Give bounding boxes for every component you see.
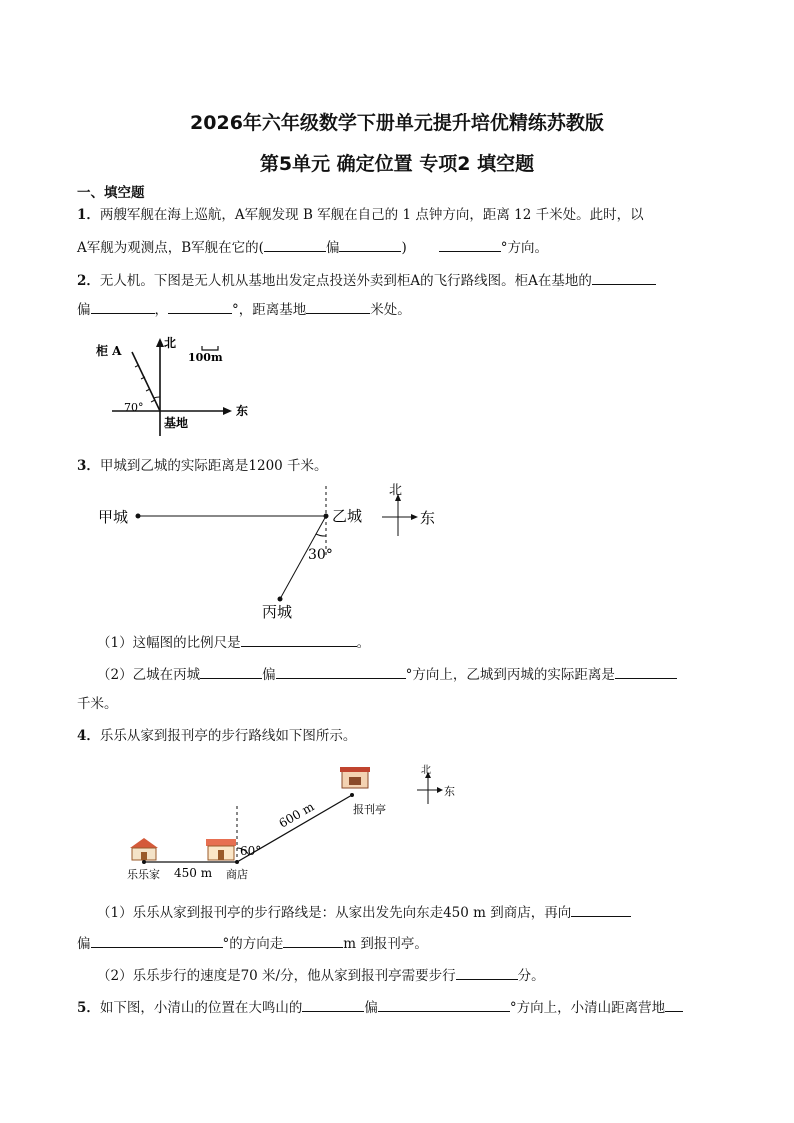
q1-text1: 两艘军舰在海上巡航，A军舰发现 B 军舰在自己的 1 点钟方向，距离 12 千米处。此时，以 — [99, 207, 644, 223]
q4-part1-cont — [77, 933, 428, 954]
q5-blank-1[interactable] — [302, 997, 364, 1012]
q3-part2-text-b: 偏 — [262, 667, 276, 683]
q4-home-point — [142, 860, 146, 864]
q3-blank-1[interactable] — [241, 632, 357, 647]
q2-cabinet-label: 柜 A — [96, 344, 122, 358]
q3-jia-label: 甲城 — [98, 508, 129, 526]
page-subtitle: 第5单元 确定位置 专项2 填空题 — [259, 153, 535, 175]
q5-number: 5． — [77, 1000, 100, 1016]
shop-icon — [206, 839, 236, 860]
q2-line1 — [77, 270, 656, 291]
q5-text-c: °方向上，小清山距离营地 — [509, 1000, 666, 1016]
q4-line1 — [77, 726, 356, 746]
q4-shop-label: 商店 — [226, 868, 248, 881]
q2-text2a: 偏 — [77, 302, 91, 318]
q2-angle-label: 70° — [124, 401, 144, 414]
q4-kiosk-point — [350, 793, 354, 797]
q4-number: 4． — [77, 728, 100, 744]
q2-blank-4[interactable] — [306, 299, 370, 314]
q5-blank-3[interactable] — [665, 997, 683, 1012]
q1-line2 — [77, 237, 548, 258]
q3-bing-point — [278, 597, 283, 602]
q3-part1 — [97, 632, 370, 653]
section-heading: 一、填空题 — [77, 185, 145, 201]
q4-part1 — [97, 902, 631, 923]
q4-part1-text-a: （1）乐乐从家到报刊亭的步行路线是：从家出发先向东走450 m 到商店，再向 — [97, 905, 572, 921]
q1-blank-3[interactable] — [439, 237, 501, 252]
q4-part1-text-b: 偏 — [77, 936, 91, 952]
q2-blank-3[interactable] — [168, 299, 232, 314]
q1-blank-2[interactable] — [339, 237, 401, 252]
q4-compass-east-arrow — [437, 787, 443, 793]
q3-yi-label: 乙城 — [332, 507, 363, 525]
q3-angle-label: 30° — [308, 547, 333, 563]
q4-dist2-label: 600 m — [276, 799, 317, 831]
q4-blank-1[interactable] — [571, 902, 631, 917]
q2-blank-1[interactable] — [592, 270, 656, 285]
q2-east-arrow — [223, 407, 232, 415]
q5-text-a: 如下图，小清山的位置在大鸣山的 — [99, 1000, 303, 1016]
q3-part2 — [97, 664, 677, 685]
q2-scale-label: 100m — [188, 351, 223, 364]
q3-bing-label: 丙城 — [262, 603, 293, 621]
q3-part1-text-a: （1）这幅图的比例尺是 — [97, 635, 241, 651]
q3-figure — [90, 478, 450, 623]
q1-line1 — [77, 205, 644, 225]
q5-blank-2[interactable] — [378, 997, 510, 1012]
home-icon — [130, 838, 158, 860]
page-title: 2026年六年级数学下册单元提升培优精练苏教版 — [190, 112, 604, 134]
q2-angle-arc — [154, 397, 160, 398]
q2-blank-2[interactable] — [91, 299, 155, 314]
q1-text2a: A军舰为观测点，B军舰在它的( — [77, 240, 264, 256]
q2-figure — [90, 334, 250, 440]
q4-blank-4[interactable] — [456, 965, 518, 980]
q4-part2 — [97, 965, 545, 986]
q4-kiosk-label: 报刊亭 — [353, 803, 386, 816]
q4-part1-text-c: °的方向走 — [222, 936, 284, 952]
q3-line1 — [77, 456, 328, 476]
q3-angle-arc — [316, 534, 326, 536]
q4-part2-text-b: 分。 — [517, 968, 545, 984]
q3-part1-text-b: 。 — [356, 635, 371, 651]
q2-text1: 无人机。下图是无人机从基地出发定点投送外卖到柜A的飞行路线图。柜A在基地的 — [99, 273, 592, 289]
q2-text2c: °，距离基地 — [232, 302, 307, 318]
q1-number: 1． — [77, 207, 100, 223]
q4-compass-north-label: 北 — [421, 765, 431, 776]
q4-home-label: 乐乐家 — [127, 868, 160, 881]
q2-text2b: ， — [154, 302, 168, 318]
q3-number: 3． — [77, 458, 100, 474]
q3-part2-text-a: （2）乙城在丙城 — [97, 667, 201, 683]
q4-angle-label: 60° — [240, 844, 262, 858]
q3-part2-text-c: °方向上，乙城到丙城的实际距离是 — [405, 667, 615, 683]
q5-line1 — [77, 997, 683, 1018]
kiosk-icon — [340, 767, 370, 788]
q2-scale-bar — [202, 346, 218, 350]
q4-blank-3[interactable] — [283, 933, 343, 948]
q5-text-b: 偏 — [364, 1000, 378, 1016]
q4-dist1-label: 450 m — [174, 866, 213, 880]
q2-base-label: 基地 — [164, 416, 189, 430]
q3-blank-4[interactable] — [615, 664, 677, 679]
q3-jia-point — [136, 514, 141, 519]
q3-intro: 甲城到乙城的实际距离是1200 千米。 — [99, 458, 328, 474]
q1-text2c: ) — [401, 240, 407, 256]
q4-figure — [120, 758, 480, 888]
q2-line2 — [77, 299, 411, 320]
q4-intro: 乐乐从家到报刊亭的步行路线如下图所示。 — [99, 728, 357, 744]
q3-blank-2[interactable] — [200, 664, 262, 679]
q3-compass-east-arrow — [411, 514, 418, 520]
q3-compass-north-label: 北 — [389, 483, 403, 498]
q2-number: 2． — [77, 273, 100, 289]
q2-north-label: 北 — [164, 336, 177, 350]
q2-text2d: 米处。 — [370, 302, 411, 318]
q4-blank-2[interactable] — [91, 933, 223, 948]
q4-part1-text-d: m 到报刊亭。 — [343, 936, 428, 952]
q4-part2-text-a: （2）乐乐步行的速度是70 米/分，他从家到报刊亭需要步行 — [97, 968, 456, 984]
q2-north-arrow — [156, 338, 164, 347]
q1-blank-1[interactable] — [264, 237, 326, 252]
q1-text2b: 偏 — [325, 240, 340, 256]
q2-route-ticks — [135, 365, 155, 402]
q4-compass-east-label: 东 — [444, 785, 455, 798]
q1-text2d: °方向。 — [500, 240, 548, 256]
q3-compass-east-label: 东 — [420, 509, 436, 527]
q3-blank-3[interactable] — [276, 664, 406, 679]
q3-part2-cont: 千米。 — [77, 696, 118, 712]
q2-east-label: 东 — [236, 404, 249, 418]
